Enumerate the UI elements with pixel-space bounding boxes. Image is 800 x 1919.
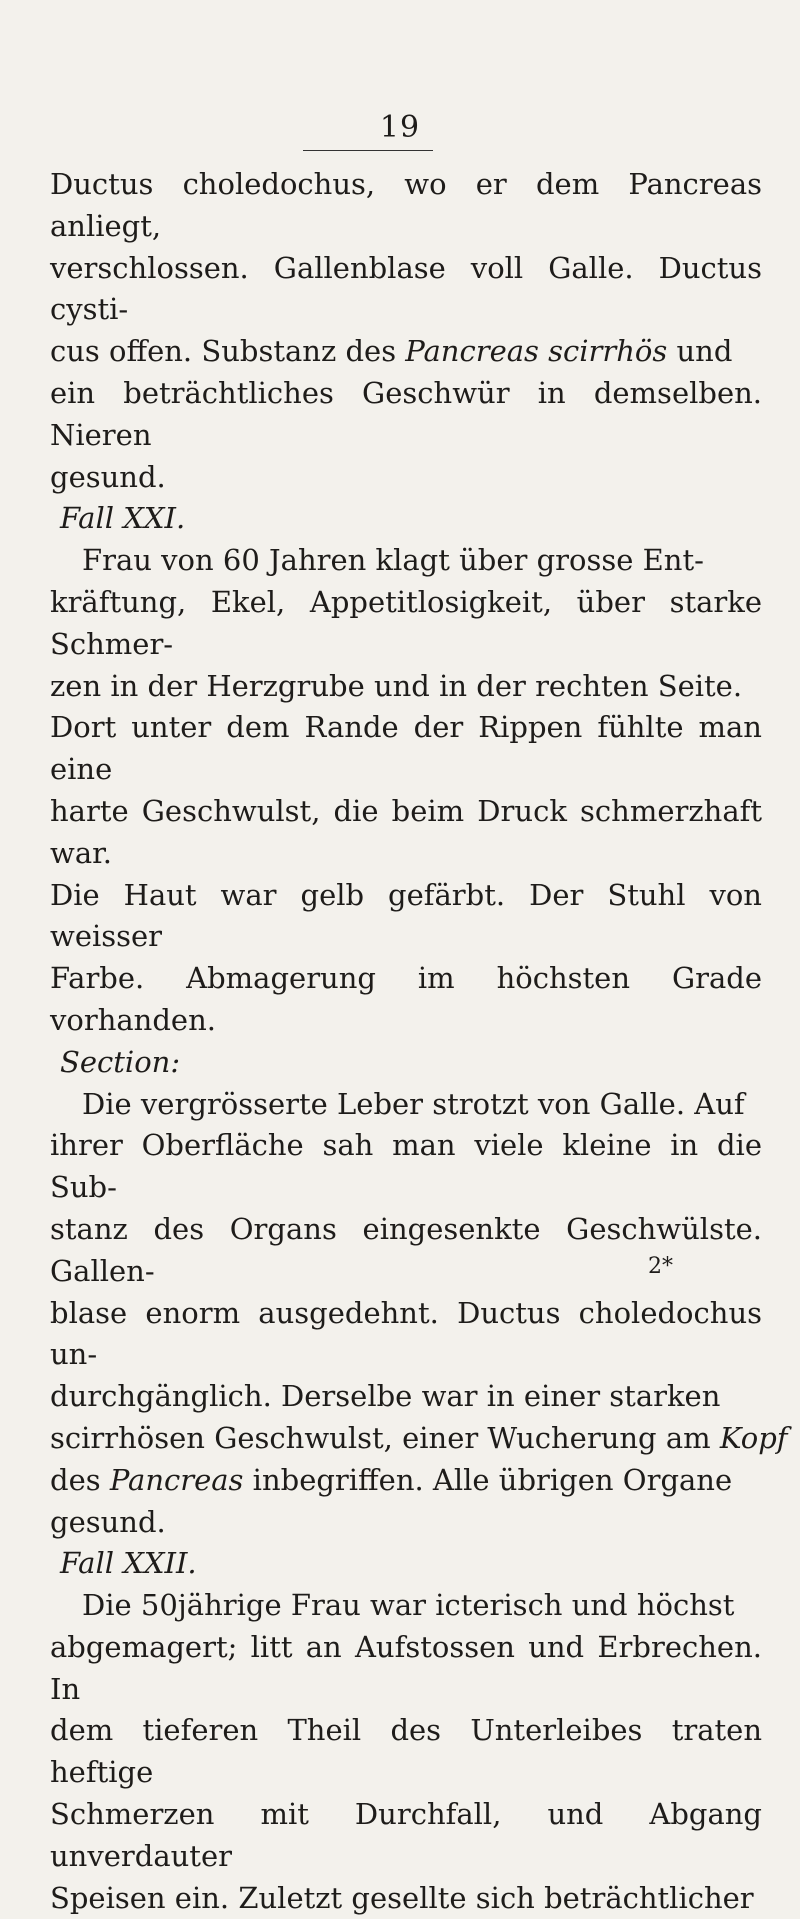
header-rule <box>303 150 433 151</box>
text-line: Farbe. Abmagerung im höchsten Grade vorhanden. <box>50 961 762 1037</box>
italic-term: Pancreas <box>109 1462 244 1497</box>
paragraph-case-xxii <box>50 1585 762 1919</box>
text-line: des Pancreas inbegriffen. Alle übrigen Organe <box>50 1462 733 1497</box>
text-line: dem tieferen Theil des Unterleibes traten heftige <box>50 1713 762 1790</box>
text-column <box>50 164 788 1919</box>
case-heading-xxi: Fall XXI. <box>60 501 186 536</box>
text-line: scirrhösen Geschwulst, einer Wucherung am Kopf <box>50 1420 788 1455</box>
text-line: zen in der Herzgrube und in der rechten Seite. <box>50 668 743 703</box>
text-line: Frau von 60 Jahren klagt über grosse Ent- <box>82 543 704 578</box>
text-line: Dort unter dem Rande der Rippen fühlte man eine <box>50 710 762 787</box>
text-line: verschlossen. Gallenblase voll Galle. Ductus cysti- <box>50 250 762 327</box>
text-line: blase enorm ausgedehnt. Ductus choledochus un- <box>50 1295 762 1372</box>
text-line: stanz des Organs eingesenkte Geschwülste. Gallen- <box>50 1211 762 1288</box>
paragraph-section <box>50 1084 788 1544</box>
paragraph-case-xxi <box>50 540 762 1042</box>
italic-term: Kopf <box>719 1420 788 1455</box>
text-line: Die 50jährige Frau war icterisch und höchst <box>82 1588 735 1623</box>
text-line: cus offen. Substanz des Pancreas scirrhös und <box>50 334 733 369</box>
text-line: kräftung, Ekel, Appetitlosigkeit, über starke Schmer- <box>50 584 762 661</box>
text-line: Die vergrösserte Leber strotzt von Galle. Auf <box>82 1086 745 1121</box>
text-line: ein beträchtliches Geschwür in demselben. Nieren <box>50 375 762 452</box>
text-line: ihrer Oberfläche sah man viele kleine in die Sub- <box>50 1128 762 1205</box>
text-line: Speisen ein. Zuletzt gesellte sich beträchtlicher <box>50 1880 754 1915</box>
italic-term: Pancreas scirrhös <box>405 334 668 369</box>
text-line: durchgänglich. Derselbe war in einer starken <box>50 1379 721 1414</box>
text-line: abgemagert; litt an Aufstossen und Erbrechen. In <box>50 1629 762 1706</box>
page-number: 19 <box>379 110 421 145</box>
text-line: Schmerzen mit Durchfall, und Abgang unverdauter <box>50 1797 762 1873</box>
signature-mark: 2* <box>648 1254 673 1279</box>
text-line: gesund. <box>50 1504 166 1539</box>
text-line: harte Geschwulst, die beim Druck schmerzhaft war. <box>50 793 762 870</box>
paragraph-continuation <box>50 164 762 498</box>
text-line: Ductus choledochus, wo er dem Pancreas anliegt, <box>50 167 762 243</box>
case-heading-xxii: Fall XXII. <box>60 1546 197 1581</box>
section-heading: Section: <box>60 1044 181 1079</box>
text-line: Die Haut war gelb gefärbt. Der Stuhl von weisser <box>50 877 762 954</box>
text-line: gesund. <box>50 459 166 494</box>
